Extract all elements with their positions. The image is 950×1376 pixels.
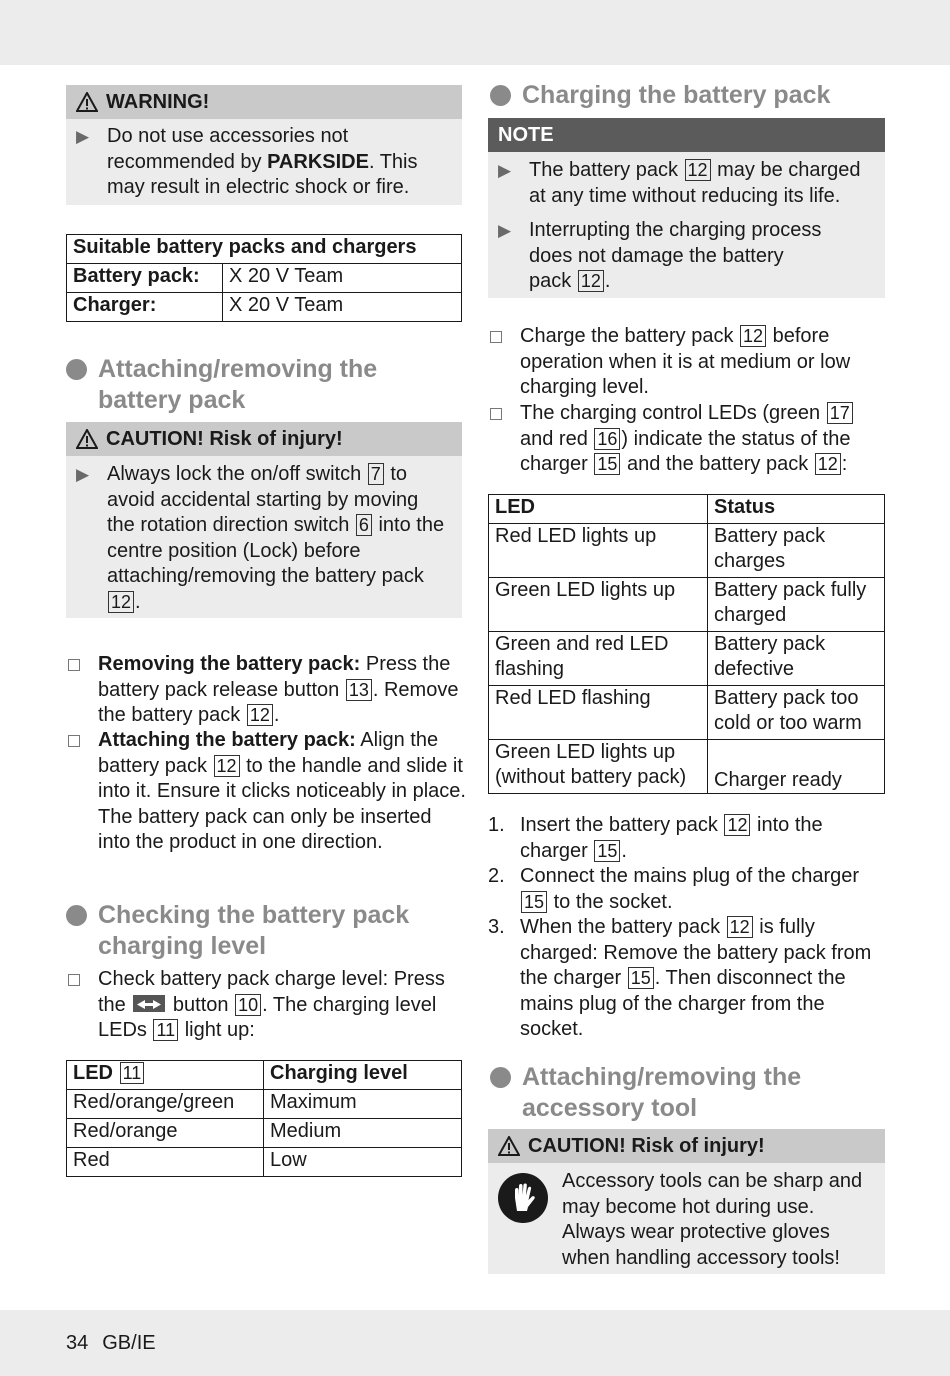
table-cell bbox=[489, 524, 708, 578]
table-header-row bbox=[489, 495, 885, 524]
cell-line: Battery pack bbox=[714, 525, 826, 547]
cell-line: Battery pack bbox=[714, 633, 826, 655]
table-row bbox=[489, 524, 885, 578]
charging-level-table bbox=[66, 1060, 462, 1177]
led-status-table bbox=[488, 494, 885, 794]
item-label: Attaching the battery pack: bbox=[98, 729, 356, 751]
text-part: . bbox=[135, 590, 141, 613]
table-header-cell bbox=[67, 1061, 264, 1090]
ref-number: 10 bbox=[235, 994, 261, 1016]
ref-number: 17 bbox=[827, 402, 853, 424]
cell-line: flashing bbox=[495, 658, 564, 680]
caution-header bbox=[488, 1129, 885, 1163]
section-heading-accessory bbox=[490, 1062, 801, 1124]
ref-number: 12 bbox=[108, 591, 134, 613]
heading-line: Attaching/removing the bbox=[522, 1063, 802, 1091]
page-number: 34 bbox=[66, 1332, 89, 1354]
table-header-cell: LED bbox=[489, 495, 708, 524]
heading-line: Checking the battery pack bbox=[98, 901, 410, 929]
table-cell bbox=[708, 578, 885, 632]
cell-line: Green and red LED bbox=[495, 633, 669, 655]
heading-bullet-icon bbox=[66, 905, 87, 926]
battery-level-button-icon bbox=[133, 995, 165, 1012]
text-part: into the centre position (Lock) before attaching/removing the battery pack bbox=[107, 514, 445, 587]
table-header-cell: Status bbox=[708, 495, 885, 524]
checkbox-bullet-icon bbox=[68, 974, 80, 986]
ref-number: 15 bbox=[521, 891, 547, 913]
table-header: Suitable battery packs and chargers bbox=[67, 235, 462, 264]
text-part: ) indicate the status of the charger bbox=[520, 427, 851, 475]
text-part: . Remove the battery pack bbox=[98, 678, 459, 726]
page-footer bbox=[66, 1332, 170, 1355]
ref-number: 12 bbox=[578, 270, 604, 292]
heading-line: Charging the battery pack bbox=[522, 81, 831, 109]
cell-line: Red LED flashing bbox=[495, 687, 651, 709]
table-cell: X 20 V Team bbox=[223, 264, 462, 293]
text-part: light up: bbox=[179, 1019, 255, 1041]
section-heading-check-level bbox=[66, 900, 409, 962]
locale-label: GB/IE bbox=[102, 1332, 156, 1354]
battery-charger-table bbox=[66, 234, 462, 322]
step-number: 3. bbox=[488, 916, 505, 938]
table-cell bbox=[489, 578, 708, 632]
section-heading-attach-battery bbox=[66, 354, 377, 416]
ref-number: 15 bbox=[628, 967, 654, 989]
step-1 bbox=[488, 813, 885, 864]
cell-line: Red LED lights up bbox=[495, 525, 657, 547]
checkbox-bullet-icon bbox=[490, 408, 502, 420]
checkbox-bullet-icon bbox=[68, 735, 80, 747]
ref-number: 15 bbox=[594, 453, 620, 475]
warning-text bbox=[66, 124, 462, 201]
caution-box bbox=[66, 422, 462, 618]
text-part: button bbox=[167, 993, 235, 1016]
table-cell bbox=[708, 632, 885, 686]
brand-name: PARKSIDE bbox=[267, 150, 369, 173]
caution-title: CAUTION! Risk of injury! bbox=[106, 427, 343, 450]
table-row bbox=[67, 1090, 462, 1119]
text-part: Check battery pack charge level: Press the bbox=[98, 968, 445, 1016]
list-item-removing bbox=[66, 652, 462, 729]
table-cell: Charger: bbox=[67, 293, 223, 322]
heading-line: battery pack bbox=[98, 386, 246, 414]
ref-number: 12 bbox=[247, 704, 273, 726]
warning-icon bbox=[76, 92, 98, 112]
list-item-leds bbox=[488, 401, 885, 478]
text-part: into the charger bbox=[520, 814, 823, 862]
table-row bbox=[67, 1148, 462, 1177]
text-part: . Then disconnect the mains plug of the charger from the socket. bbox=[520, 967, 846, 1040]
warning-text-part: . This may result in electric shock or fire. bbox=[107, 150, 418, 198]
heading-bullet-icon bbox=[490, 1067, 511, 1088]
warning-icon bbox=[498, 1136, 520, 1156]
text-part: Always lock the on/off switch bbox=[107, 463, 367, 485]
warning-text-part: Do not use accessories not recommended by bbox=[107, 125, 349, 173]
text-part: to the socket. bbox=[548, 890, 673, 913]
table-row bbox=[489, 578, 885, 632]
table-row bbox=[67, 264, 462, 293]
text-part: . bbox=[273, 704, 280, 726]
item-note: The battery pack can only be inserted into the product in one direction. bbox=[98, 805, 432, 853]
step-number: 2. bbox=[488, 865, 505, 887]
table-cell: Maximum bbox=[264, 1090, 462, 1119]
warning-header bbox=[66, 85, 462, 119]
cell-line: Charger ready bbox=[714, 769, 842, 791]
ref-number: 12 bbox=[724, 814, 750, 836]
cell-line: Battery pack too bbox=[714, 687, 859, 709]
cell-line: Battery pack fully bbox=[714, 579, 867, 601]
step-2 bbox=[488, 864, 885, 915]
header-text: LED bbox=[73, 1062, 113, 1084]
text-part: When the battery pack bbox=[520, 916, 726, 938]
cell-line: Green LED lights up bbox=[495, 579, 676, 601]
ref-number: 15 bbox=[594, 840, 620, 862]
text-part: Press the battery pack release button bbox=[98, 653, 451, 701]
table-cell bbox=[708, 740, 885, 794]
table-cell bbox=[489, 686, 708, 740]
caution-title: CAUTION! Risk of injury! bbox=[528, 1134, 765, 1157]
text-part: Insert the battery pack bbox=[520, 814, 724, 836]
table-row bbox=[489, 686, 885, 740]
heading-line: charging level bbox=[98, 932, 267, 960]
section-heading-charging bbox=[490, 80, 830, 111]
caution-text: Accessory tools can be sharp and may become hot during use. Always wear protective gloves when handling accessory tools! bbox=[562, 1170, 863, 1269]
table-cell bbox=[708, 686, 885, 740]
ref-number: 12 bbox=[685, 159, 711, 181]
table-header-cell: Charging level bbox=[264, 1061, 462, 1090]
text-part: and the battery pack bbox=[621, 453, 814, 475]
table-row bbox=[489, 632, 885, 686]
text-part: is fully charged: Remove the battery pack from the charger bbox=[520, 916, 872, 989]
checkbox-bullet-icon bbox=[68, 659, 80, 671]
table-header-row bbox=[67, 1061, 462, 1090]
caution-header bbox=[66, 422, 462, 456]
page-top-band bbox=[0, 0, 950, 65]
cell-line: Green LED lights up bbox=[495, 741, 676, 763]
cell-line: (without battery pack) bbox=[495, 766, 687, 788]
text-part: Interrupting the charging process does not damage the battery pack bbox=[529, 219, 822, 292]
cell-line: cold or too warm bbox=[714, 712, 862, 734]
text-part: Connect the mains plug of the charger bbox=[520, 865, 860, 887]
warning-box bbox=[66, 85, 462, 205]
step-number: 1. bbox=[488, 814, 505, 836]
text-part: The charging control LEDs (green bbox=[520, 402, 826, 424]
item-label: Removing the battery pack: bbox=[98, 653, 361, 675]
text-part: and red bbox=[520, 427, 594, 450]
ref-number: 6 bbox=[356, 514, 372, 536]
ref-number: 12 bbox=[214, 755, 240, 777]
ref-number: 12 bbox=[740, 325, 766, 347]
table-cell: Red/orange/green bbox=[67, 1090, 264, 1119]
text-part: before operation when it is at medium or low charging level. bbox=[520, 325, 851, 398]
text-part: Align the battery pack bbox=[98, 729, 439, 777]
text-part: . bbox=[604, 270, 611, 292]
table-cell: Battery pack: bbox=[67, 264, 223, 293]
caution-text bbox=[66, 462, 462, 615]
note-item bbox=[488, 158, 885, 209]
table-row bbox=[67, 293, 462, 322]
table-cell: Red/orange bbox=[67, 1119, 264, 1148]
caution-box-accessory bbox=[488, 1129, 885, 1274]
heading-line: Attaching/removing the bbox=[98, 355, 378, 383]
cell-line: defective bbox=[714, 658, 795, 680]
table-cell bbox=[489, 740, 708, 794]
table-cell: X 20 V Team bbox=[223, 293, 462, 322]
ref-number: 11 bbox=[153, 1019, 178, 1041]
table-cell bbox=[708, 524, 885, 578]
heading-bullet-icon bbox=[490, 85, 511, 106]
ref-number: 7 bbox=[368, 463, 384, 485]
list-item-check-level bbox=[66, 967, 466, 1044]
list-item-charge-pack bbox=[488, 324, 885, 401]
heading-bullet-icon bbox=[66, 359, 87, 380]
ref-number: 12 bbox=[815, 453, 841, 475]
heading-line: accessory tool bbox=[522, 1094, 698, 1122]
text-part: . The charging level LEDs bbox=[98, 993, 437, 1041]
text-part: . bbox=[621, 839, 627, 862]
list-item-attaching bbox=[66, 728, 466, 856]
ref-number: 13 bbox=[346, 679, 372, 701]
table-cell: Medium bbox=[264, 1119, 462, 1148]
text-part: to avoid accidental starting by moving the rotation direction switch bbox=[107, 463, 419, 536]
ref-number: 11 bbox=[120, 1062, 145, 1084]
cell-line: charges bbox=[714, 550, 786, 572]
ref-number: 12 bbox=[727, 916, 753, 938]
table-row bbox=[489, 740, 885, 794]
text-part: to the handle and slide it into it. Ensure it clicks noticeably in place. bbox=[98, 754, 466, 802]
table-cell: Low bbox=[264, 1148, 462, 1177]
note-item bbox=[488, 218, 885, 295]
note-box bbox=[488, 118, 885, 298]
cell-line: charged bbox=[714, 604, 787, 626]
text-part: may be charged at any time without reducing its life. bbox=[529, 159, 861, 207]
warning-icon bbox=[76, 429, 98, 449]
table-cell: Red bbox=[67, 1148, 264, 1177]
protective-gloves-icon bbox=[498, 1173, 548, 1223]
step-3 bbox=[488, 915, 885, 1043]
text-part: : bbox=[841, 453, 848, 475]
table-cell bbox=[489, 632, 708, 686]
note-header: NOTE bbox=[488, 118, 885, 152]
table-row bbox=[67, 1119, 462, 1148]
warning-title: WARNING! bbox=[106, 90, 210, 113]
ref-number: 16 bbox=[594, 428, 620, 450]
text-part: The battery pack bbox=[529, 159, 684, 181]
checkbox-bullet-icon bbox=[490, 331, 502, 343]
text-part: Charge the battery pack bbox=[520, 325, 740, 347]
